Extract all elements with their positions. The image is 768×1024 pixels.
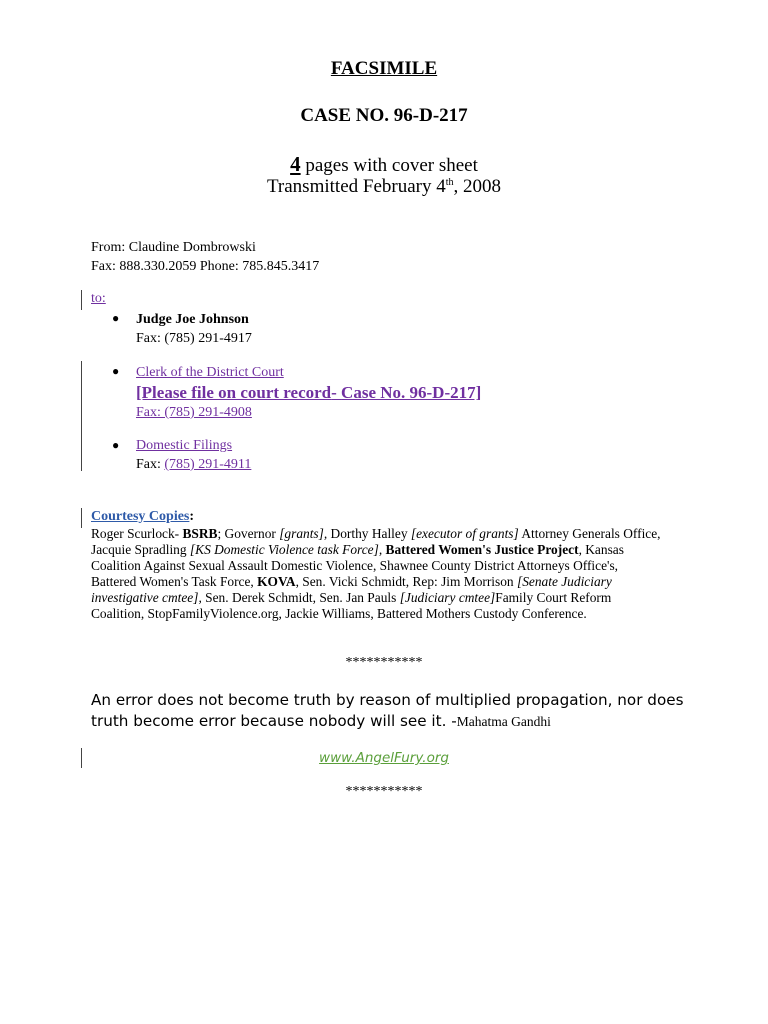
revision-bar xyxy=(81,361,82,471)
cc-text: , Sen. Vicki Schmidt, Rep: Jim Morrison xyxy=(295,574,517,589)
website-link[interactable]: www.AngelFury.org xyxy=(319,750,449,766)
quote-author: Mahatma Gandhi xyxy=(456,714,551,729)
recipient-fax xyxy=(136,455,251,474)
bullet-icon: ● xyxy=(112,311,120,325)
to-label[interactable]: to: xyxy=(91,291,106,306)
cc-italic: [Judiciary cmtee] xyxy=(399,590,496,605)
recipient-fax[interactable]: Fax: (785) 291-4908 xyxy=(136,405,252,420)
courtesy-list xyxy=(91,526,666,622)
cc-text: Dorthy Halley xyxy=(327,526,411,541)
cc-bold: BSRB xyxy=(182,526,218,541)
quote-text: An error does not become truth by reason of multiplied propagation, nor does truth become error because nobody will see it. - xyxy=(91,691,684,730)
recipient-note xyxy=(136,382,481,403)
cc-bold: KOVA xyxy=(257,574,296,589)
transmitted-date xyxy=(0,176,768,198)
fax-label: Fax: xyxy=(136,457,165,472)
bullet-icon: ● xyxy=(112,438,120,452)
note-case-link[interactable]: Case No. 96-D-217] xyxy=(341,383,482,402)
cc-text: Family Court Reform Coalition, StopFamilyViolence.org, Jackie Williams, Battered Mothers Custody Conference. xyxy=(91,590,612,621)
revision-bar xyxy=(81,508,82,528)
page-count-text: pages with cover sheet xyxy=(305,155,478,176)
cc-bold: Battered Women's Justice Project xyxy=(385,542,579,557)
transmitted-text: Transmitted February 4 xyxy=(266,176,446,197)
cc-italic: [executor of grants] xyxy=(410,526,519,541)
cc-text: ; Governor xyxy=(217,526,280,541)
transmitted-year: , 2008 xyxy=(453,176,501,197)
quote xyxy=(91,690,691,732)
cc-italic: [Senate Judiciary investigative cmtee], xyxy=(91,574,612,605)
page-count xyxy=(0,152,768,177)
recipient-name[interactable]: Domestic Filings xyxy=(136,438,233,453)
courtesy-heading xyxy=(91,509,194,525)
sender-contact: Fax: 888.330.2059 Phone: 785.845.3417 xyxy=(91,259,320,274)
separator-stars: *********** xyxy=(345,655,423,670)
case-number: CASE NO. 96-D-217 xyxy=(300,105,468,126)
revision-bar xyxy=(81,290,82,310)
cc-text: Roger Scurlock- xyxy=(91,526,183,541)
bullet-icon: ● xyxy=(112,364,120,378)
recipient-fax: Fax: (785) 291-4917 xyxy=(136,331,252,346)
recipient-name: Judge Joe Johnson xyxy=(136,312,249,327)
cc-italic: [KS Domestic Violence task Force], xyxy=(189,542,383,557)
cc-text: , Kansas Coalition Against Sexual Assault Domestic Violence, Shawnee County District Attorneys Office's, Battered Women's Task Force, xyxy=(91,542,624,589)
separator-stars: *********** xyxy=(345,784,423,799)
courtesy-colon: : xyxy=(189,509,195,524)
fax-number-link[interactable]: (785) 291-4911 xyxy=(164,457,252,472)
fax-title: FACSIMILE xyxy=(330,58,438,79)
recipient-domestic-filings xyxy=(136,436,251,474)
cc-text: Attorney Generals Office, Jacquie Spradling xyxy=(91,526,661,557)
cc-text: Sen. Derek Schmidt, Sen. Jan Pauls xyxy=(201,590,400,605)
recipient-clerk xyxy=(136,363,481,422)
courtesy-heading-link[interactable]: Courtesy Copies xyxy=(91,509,190,524)
transmitted-sup: th xyxy=(445,177,454,188)
sender-info xyxy=(91,238,319,276)
recipient-judge xyxy=(136,310,252,348)
cc-italic: [grants], xyxy=(279,526,328,541)
sender-name: From: Claudine Dombrowski xyxy=(91,240,256,255)
note-sep: - xyxy=(331,383,342,402)
recipient-name[interactable]: Clerk of the District Court xyxy=(136,365,284,380)
note-link[interactable]: [Please file on court record xyxy=(136,383,332,402)
page-count-number: 4 xyxy=(290,152,301,176)
